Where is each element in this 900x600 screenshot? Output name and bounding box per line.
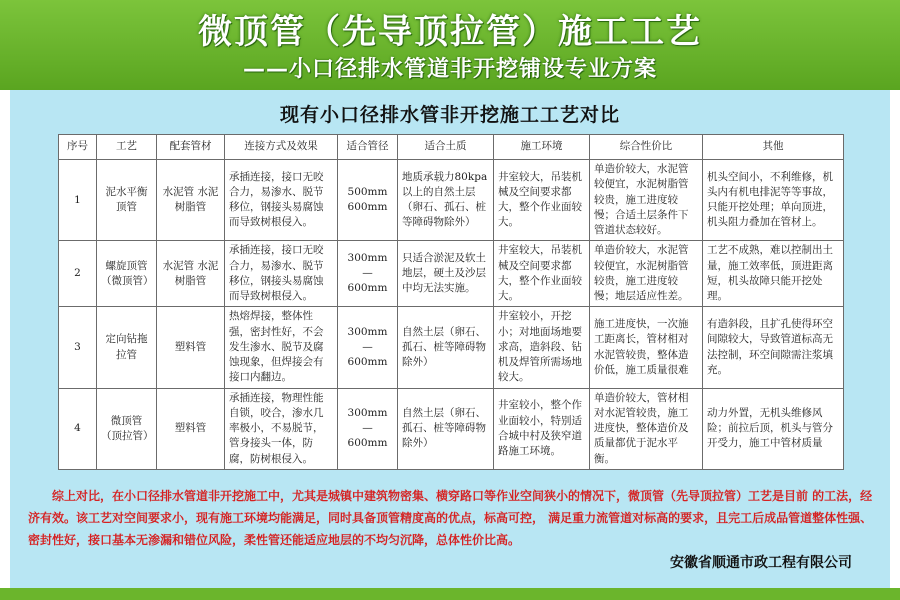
cell-soil: 自然土层（卵石、孤石、桩等障碍物除外）	[398, 388, 494, 469]
col-header-environment: 施工环境	[494, 135, 590, 160]
cell-connection: 承插连接，物理性能自锁，咬合，渗水几率极小，不易脱节，管身接头一体，防腐，防树根侵入。	[225, 388, 338, 469]
footer-band	[0, 588, 900, 600]
col-header-soil: 适合土质	[398, 135, 494, 160]
cell-other: 动力外置，无机头维修风险；前拉后顶，机头与管分开受力，施工中管材质量	[703, 388, 844, 469]
cell-environment: 井室较大，吊装机械及空间要求都大，整个作业面较大。	[494, 241, 590, 307]
cell-process: 微顶管（顶拉管）	[97, 388, 157, 469]
cell-diameter: 300mm — 600mm	[338, 388, 398, 469]
cell-pipe: 塑料管	[157, 307, 225, 388]
cell-no: 4	[59, 388, 97, 469]
col-header-pipe: 配套管材	[157, 135, 225, 160]
table-row	[59, 160, 844, 241]
cell-soil: 地质承载力80kpa以上的自然土层（卵石、孤石、桩等障碍物除外）	[398, 160, 494, 241]
cell-connection: 承插连接，接口无咬合力，易渗水、脱节移位，钢接头易腐蚀而导致树根侵入。	[225, 160, 338, 241]
col-header-other: 其他	[703, 135, 844, 160]
table-row	[59, 241, 844, 307]
cell-process: 定向钻拖拉管	[97, 307, 157, 388]
cell-process: 螺旋顶管（微顶管）	[97, 241, 157, 307]
cell-pipe: 塑料管	[157, 388, 225, 469]
col-header-cost: 综合性价比	[590, 135, 703, 160]
cell-cost: 单造价较大，水泥管较便宜，水泥树脂管较贵，施工进度较慢；合适土层条件下管道状态较好。	[590, 160, 703, 241]
col-header-no: 序号	[59, 135, 97, 160]
table-header-row	[59, 135, 844, 160]
col-header-connection: 连接方式及效果	[225, 135, 338, 160]
comparison-table	[58, 134, 844, 470]
cell-cost: 单造价较大，管材相对水泥管较贵，施工进度快，整体造价及质量都优于泥水平衡。	[590, 388, 703, 469]
cell-other: 有造斜段，且扩孔使得环空间隙较大，导致管道标高无法控制，环空间隙需注浆填充。	[703, 307, 844, 388]
cell-process: 泥水平衡顶管	[97, 160, 157, 241]
table-title: 现有小口径排水管非开挖施工工艺对比	[279, 104, 620, 126]
cell-diameter: 500mm 600mm	[338, 160, 398, 241]
summary-paragraph: 综上对比，在小口径排水管道非开挖施工中，尤其是城镇中建筑物密集、横穿路口等作业空间狭小的情况下，微顶管（先导顶拉管）工艺是目前 的工法，经济有效。该工艺对空间要求小，现有施工环境均能满足，同时具备顶管精度高的优点，标高可控， 满足重力流管道对标高的要求，且完工后成品管道整体性强、密封性好，接口基本无渗漏和错位风险，柔性管还能适应地层的不均匀沉降，总体性价比高。	[28, 489, 873, 547]
cell-no: 1	[59, 160, 97, 241]
cell-soil: 只适合淤泥及软土地层，硬土及沙层中均无法实施。	[398, 241, 494, 307]
cell-cost: 单造价较大，水泥管较便宜，水泥树脂管较贵，施工进度较慢；地层适应性差。	[590, 241, 703, 307]
cell-soil: 自然土层（卵石、孤石、桩等障碍物除外）	[398, 307, 494, 388]
cell-connection: 承插连接，接口无咬合力，易渗水、脱节移位，钢接头易腐蚀而导致树根侵入。	[225, 241, 338, 307]
cell-cost: 施工进度快，一次施工距离长，管材相对水泥管较贵，整体造价低，施工质量很难	[590, 307, 703, 388]
table-row	[59, 307, 844, 388]
col-header-process: 工艺	[97, 135, 157, 160]
cell-pipe: 水泥管 水泥树脂管	[157, 241, 225, 307]
cell-environment: 井室较小，开挖小；对地面场地要求高，造斜段、钻机及焊管所需场地较大。	[494, 307, 590, 388]
col-header-diameter: 适合管径	[338, 135, 398, 160]
page-title: 微顶管（先导顶拉管）施工工艺	[198, 12, 702, 52]
cell-connection: 热熔焊接，整体性强，密封性好，不会发生渗水、脱节及腐蚀现象，但焊接会有接口内翻边。	[225, 307, 338, 388]
cell-no: 2	[59, 241, 97, 307]
company-name: 安徽省顺通市政工程有限公司	[670, 555, 852, 571]
cell-other: 工艺不成熟，难以控制出土量，施工效率低，顶进距离短，机头故障只能开挖处理。	[703, 241, 844, 307]
cell-other: 机头空间小，不利维修，机头内有机电排泥等等事故，只能开挖处理；单向顶进，机头阻力叠加在管材上。	[703, 160, 844, 241]
cell-no: 3	[59, 307, 97, 388]
cell-environment: 井室较大，吊装机械及空间要求都大，整个作业面较大。	[494, 160, 590, 241]
table-row	[59, 388, 844, 469]
page-subtitle: ——小口径排水管道非开挖铺设专业方案	[242, 57, 657, 82]
cell-environment: 井室较小，整个作业面较小，特别适合城中村及狭窄道路施工环境。	[494, 388, 590, 469]
cell-diameter: 300mm — 600mm	[338, 241, 398, 307]
cell-diameter: 300mm — 600mm	[338, 307, 398, 388]
cell-pipe: 水泥管 水泥树脂管	[157, 160, 225, 241]
